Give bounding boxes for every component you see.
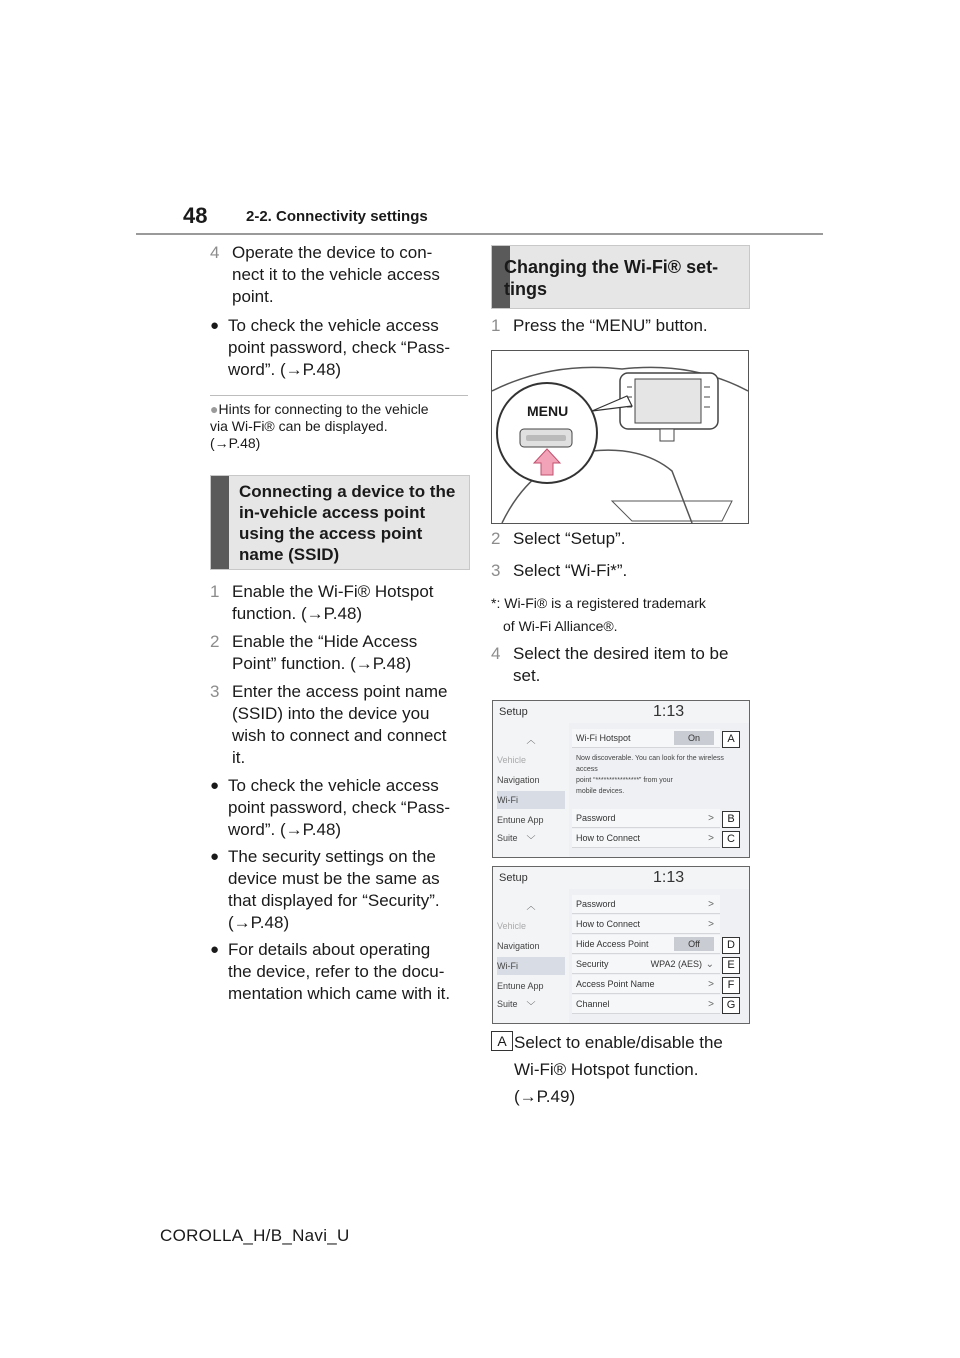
row-label: Wi-Fi Hotspot xyxy=(576,733,631,743)
security-value: WPA2 (AES) xyxy=(650,959,702,969)
row-label: Channel xyxy=(576,999,610,1009)
screen-clock: 1:13 xyxy=(653,869,685,886)
bullet-check-password-2 xyxy=(210,775,470,843)
step-line: wish to connect and connect xyxy=(232,726,447,745)
step-line: Operate the device to con- xyxy=(232,243,433,262)
row-label: How to Connect xyxy=(576,833,641,843)
scroll-up-icon[interactable]: ︿ xyxy=(526,735,536,745)
hint-note xyxy=(210,401,468,452)
row-access-point-name[interactable] xyxy=(572,975,720,994)
bullet-line: word”. (→P.48) xyxy=(228,820,342,839)
chevron-right-icon: > xyxy=(708,833,714,844)
step-line: Press the “MENU” button. xyxy=(513,316,708,335)
screen-title: Setup xyxy=(499,706,528,718)
bullet-line: mentation which came with it. xyxy=(228,984,451,1003)
step-number: 2 xyxy=(491,529,501,548)
bullet-line: To check the vehicle access xyxy=(228,316,439,335)
hint-line: Hints for connecting to the vehicle xyxy=(218,401,429,417)
row-label: How to Connect xyxy=(576,919,641,929)
callout-label-d: D xyxy=(722,937,740,954)
step-line: set. xyxy=(513,666,541,685)
chevron-right-icon: > xyxy=(708,979,714,990)
bullet-dot-icon: ● xyxy=(210,941,220,958)
screen-header xyxy=(493,701,749,723)
footnote-line: of Wi-Fi Alliance®. xyxy=(503,618,618,634)
setup-screen-wifi-settings xyxy=(492,866,750,1024)
sidebar-item-wifi[interactable]: Wi-Fi xyxy=(497,957,565,975)
sidebar-item-wifi[interactable]: Wi-Fi xyxy=(497,791,565,809)
sidebar-item-navigation[interactable]: Navigation xyxy=(497,941,540,951)
row-wifi-hotspot[interactable] xyxy=(572,729,720,748)
step-1-press-menu xyxy=(491,315,761,339)
callout-label-g: G xyxy=(722,997,740,1014)
bullet-line: To check the vehicle access xyxy=(228,776,439,795)
bullet-line: point password, check “Pass- xyxy=(228,338,451,357)
row-how-to-connect[interactable] xyxy=(572,829,720,848)
callout-label-e: E xyxy=(722,957,740,974)
page-number: 48 xyxy=(183,203,208,228)
bullet-line: (→P.48) xyxy=(228,913,290,932)
step-number: 3 xyxy=(210,682,220,701)
sidebar-item-entune[interactable]: Entune App Suite xyxy=(497,981,544,1009)
callout-label-f: F xyxy=(722,977,740,994)
bullet-line: point password, check “Pass- xyxy=(228,798,451,817)
row-label: Password xyxy=(576,813,616,823)
desc-line: (→P.49) xyxy=(514,1087,576,1106)
step-line: Enable the “Hide Access xyxy=(232,632,418,651)
bullet-dot-icon: ● xyxy=(210,317,220,334)
step-3-enter-ssid xyxy=(210,681,470,771)
row-password[interactable] xyxy=(572,895,720,914)
desc-line: Select to enable/disable the xyxy=(514,1033,723,1052)
step-line: it. xyxy=(232,748,246,767)
step-line: (SSID) into the device you xyxy=(232,704,430,723)
box-title-line: Connecting a device to the xyxy=(239,482,456,501)
row-how-to-connect[interactable] xyxy=(572,915,720,934)
box-title-line: Changing the Wi-Fi® set- xyxy=(504,257,719,277)
box-title-line: in-vehicle access point xyxy=(239,503,426,522)
hint-divider xyxy=(210,395,468,396)
scroll-up-icon[interactable]: ︿ xyxy=(526,901,536,911)
step-line: Select the desired item to be xyxy=(513,644,729,663)
subsection-box-connecting xyxy=(210,475,470,570)
step-4-select-item xyxy=(491,643,761,689)
trademark-footnote xyxy=(491,592,761,638)
step-line: Point” function. (→P.48) xyxy=(232,654,412,673)
scroll-down-icon[interactable]: ﹀ xyxy=(526,835,536,845)
step-line: nect it to the vehicle access xyxy=(232,265,440,284)
step-1-enable-hotspot xyxy=(210,581,470,627)
row-label: Password xyxy=(576,899,616,909)
bullet-line: word”. (→P.48) xyxy=(228,360,342,379)
chevron-right-icon: > xyxy=(708,999,714,1010)
step-number: 2 xyxy=(210,632,220,651)
callout-label-c: C xyxy=(722,831,740,848)
chevron-right-icon: > xyxy=(708,813,714,824)
step-line: Enter the access point name xyxy=(232,682,448,701)
sidebar-item-vehicle[interactable]: Vehicle xyxy=(497,921,527,931)
message-line: point “****************” from your xyxy=(576,777,673,784)
chevron-right-icon: > xyxy=(708,919,714,930)
box-title-line: tings xyxy=(504,279,547,299)
screen-sidebar xyxy=(493,723,569,857)
row-channel[interactable] xyxy=(572,995,720,1014)
row-label: Hide Access Point xyxy=(576,939,649,949)
callout-label-a: A xyxy=(722,731,740,748)
bullet-security-settings xyxy=(210,846,470,936)
bullet-dot-icon: ● xyxy=(210,777,220,794)
bullet-device-details xyxy=(210,939,480,1007)
callout-label-b: B xyxy=(722,811,740,828)
step-line: Enable the Wi-Fi® Hotspot xyxy=(232,582,434,601)
step-line: function. (→P.48) xyxy=(232,604,363,623)
step-number: 4 xyxy=(491,644,501,663)
message-line: mobile devices. xyxy=(576,788,625,795)
step-number: 4 xyxy=(210,243,220,262)
sidebar-item-vehicle[interactable]: Vehicle xyxy=(497,755,527,765)
step-number: 3 xyxy=(491,561,501,580)
row-security[interactable] xyxy=(572,955,720,974)
hint-line: via Wi-Fi® can be displayed. xyxy=(210,418,388,434)
step-line: point. xyxy=(232,287,274,306)
hint-dot-icon: ● xyxy=(210,401,219,417)
bullet-line: the device, refer to the docu- xyxy=(228,962,445,981)
bullet-line: that displayed for “Security”. xyxy=(228,891,440,910)
sidebar-item-entune[interactable]: Entune App Suite xyxy=(497,815,544,843)
screen-header xyxy=(493,867,749,889)
desc-tag-a: A xyxy=(491,1031,513,1051)
screen-sidebar xyxy=(493,889,569,1023)
box-title-line: using the access point xyxy=(239,524,423,543)
dashboard-drawing xyxy=(492,351,748,523)
bullet-line: The security settings on the xyxy=(228,847,436,866)
sidebar-item-navigation[interactable]: Navigation xyxy=(497,775,540,785)
bullet-check-password xyxy=(210,315,470,385)
step-4-connect xyxy=(210,242,470,312)
step-2-hide-access-point xyxy=(210,631,470,677)
bullet-dot-icon: ● xyxy=(210,848,220,865)
header-divider xyxy=(136,233,823,235)
screen-clock: 1:13 xyxy=(653,703,685,720)
menu-label: MENU xyxy=(527,403,569,419)
manual-id-footer: COROLLA_H/B_Navi_U xyxy=(160,1226,350,1245)
discoverable-message xyxy=(576,753,726,797)
step-number: 1 xyxy=(491,316,501,335)
scroll-down-icon[interactable]: ﹀ xyxy=(526,1001,536,1011)
step-2-select-setup xyxy=(491,528,761,552)
step-number: 1 xyxy=(210,582,220,601)
bullet-line: For details about operating xyxy=(228,940,431,959)
desc-line: Wi-Fi® Hotspot function. xyxy=(514,1060,699,1079)
box-title-line: name (SSID) xyxy=(239,545,340,564)
subsection-box-changing xyxy=(491,245,750,309)
chevron-down-icon: ⌄ xyxy=(705,959,714,970)
section-title: 2-2. Connectivity settings xyxy=(246,208,428,225)
footnote-line: *: Wi-Fi® is a registered trademark xyxy=(491,595,706,611)
box-accent-bar xyxy=(211,476,229,569)
desc-a-text xyxy=(514,1029,764,1110)
step-line: Select “Wi-Fi*”. xyxy=(513,561,628,580)
step-3-select-wifi xyxy=(491,560,761,584)
chevron-right-icon: > xyxy=(708,899,714,910)
row-label: Access Point Name xyxy=(576,979,655,989)
row-hide-access-point[interactable] xyxy=(572,935,720,954)
screen-title: Setup xyxy=(499,872,528,884)
setup-screen-wifi-hotspot xyxy=(492,700,750,858)
row-password[interactable] xyxy=(572,809,720,828)
step-line: Select “Setup”. xyxy=(513,529,626,548)
message-line: Now discoverable. You can look for the wireless access xyxy=(576,755,724,773)
hotspot-toggle[interactable]: On xyxy=(674,731,714,745)
bullet-line: device must be the same as xyxy=(228,869,440,888)
row-label: Security xyxy=(576,959,609,969)
hide-ap-toggle[interactable]: Off xyxy=(674,937,714,951)
hint-line: (→P.48) xyxy=(210,435,261,451)
dashboard-menu-illustration xyxy=(491,350,749,524)
